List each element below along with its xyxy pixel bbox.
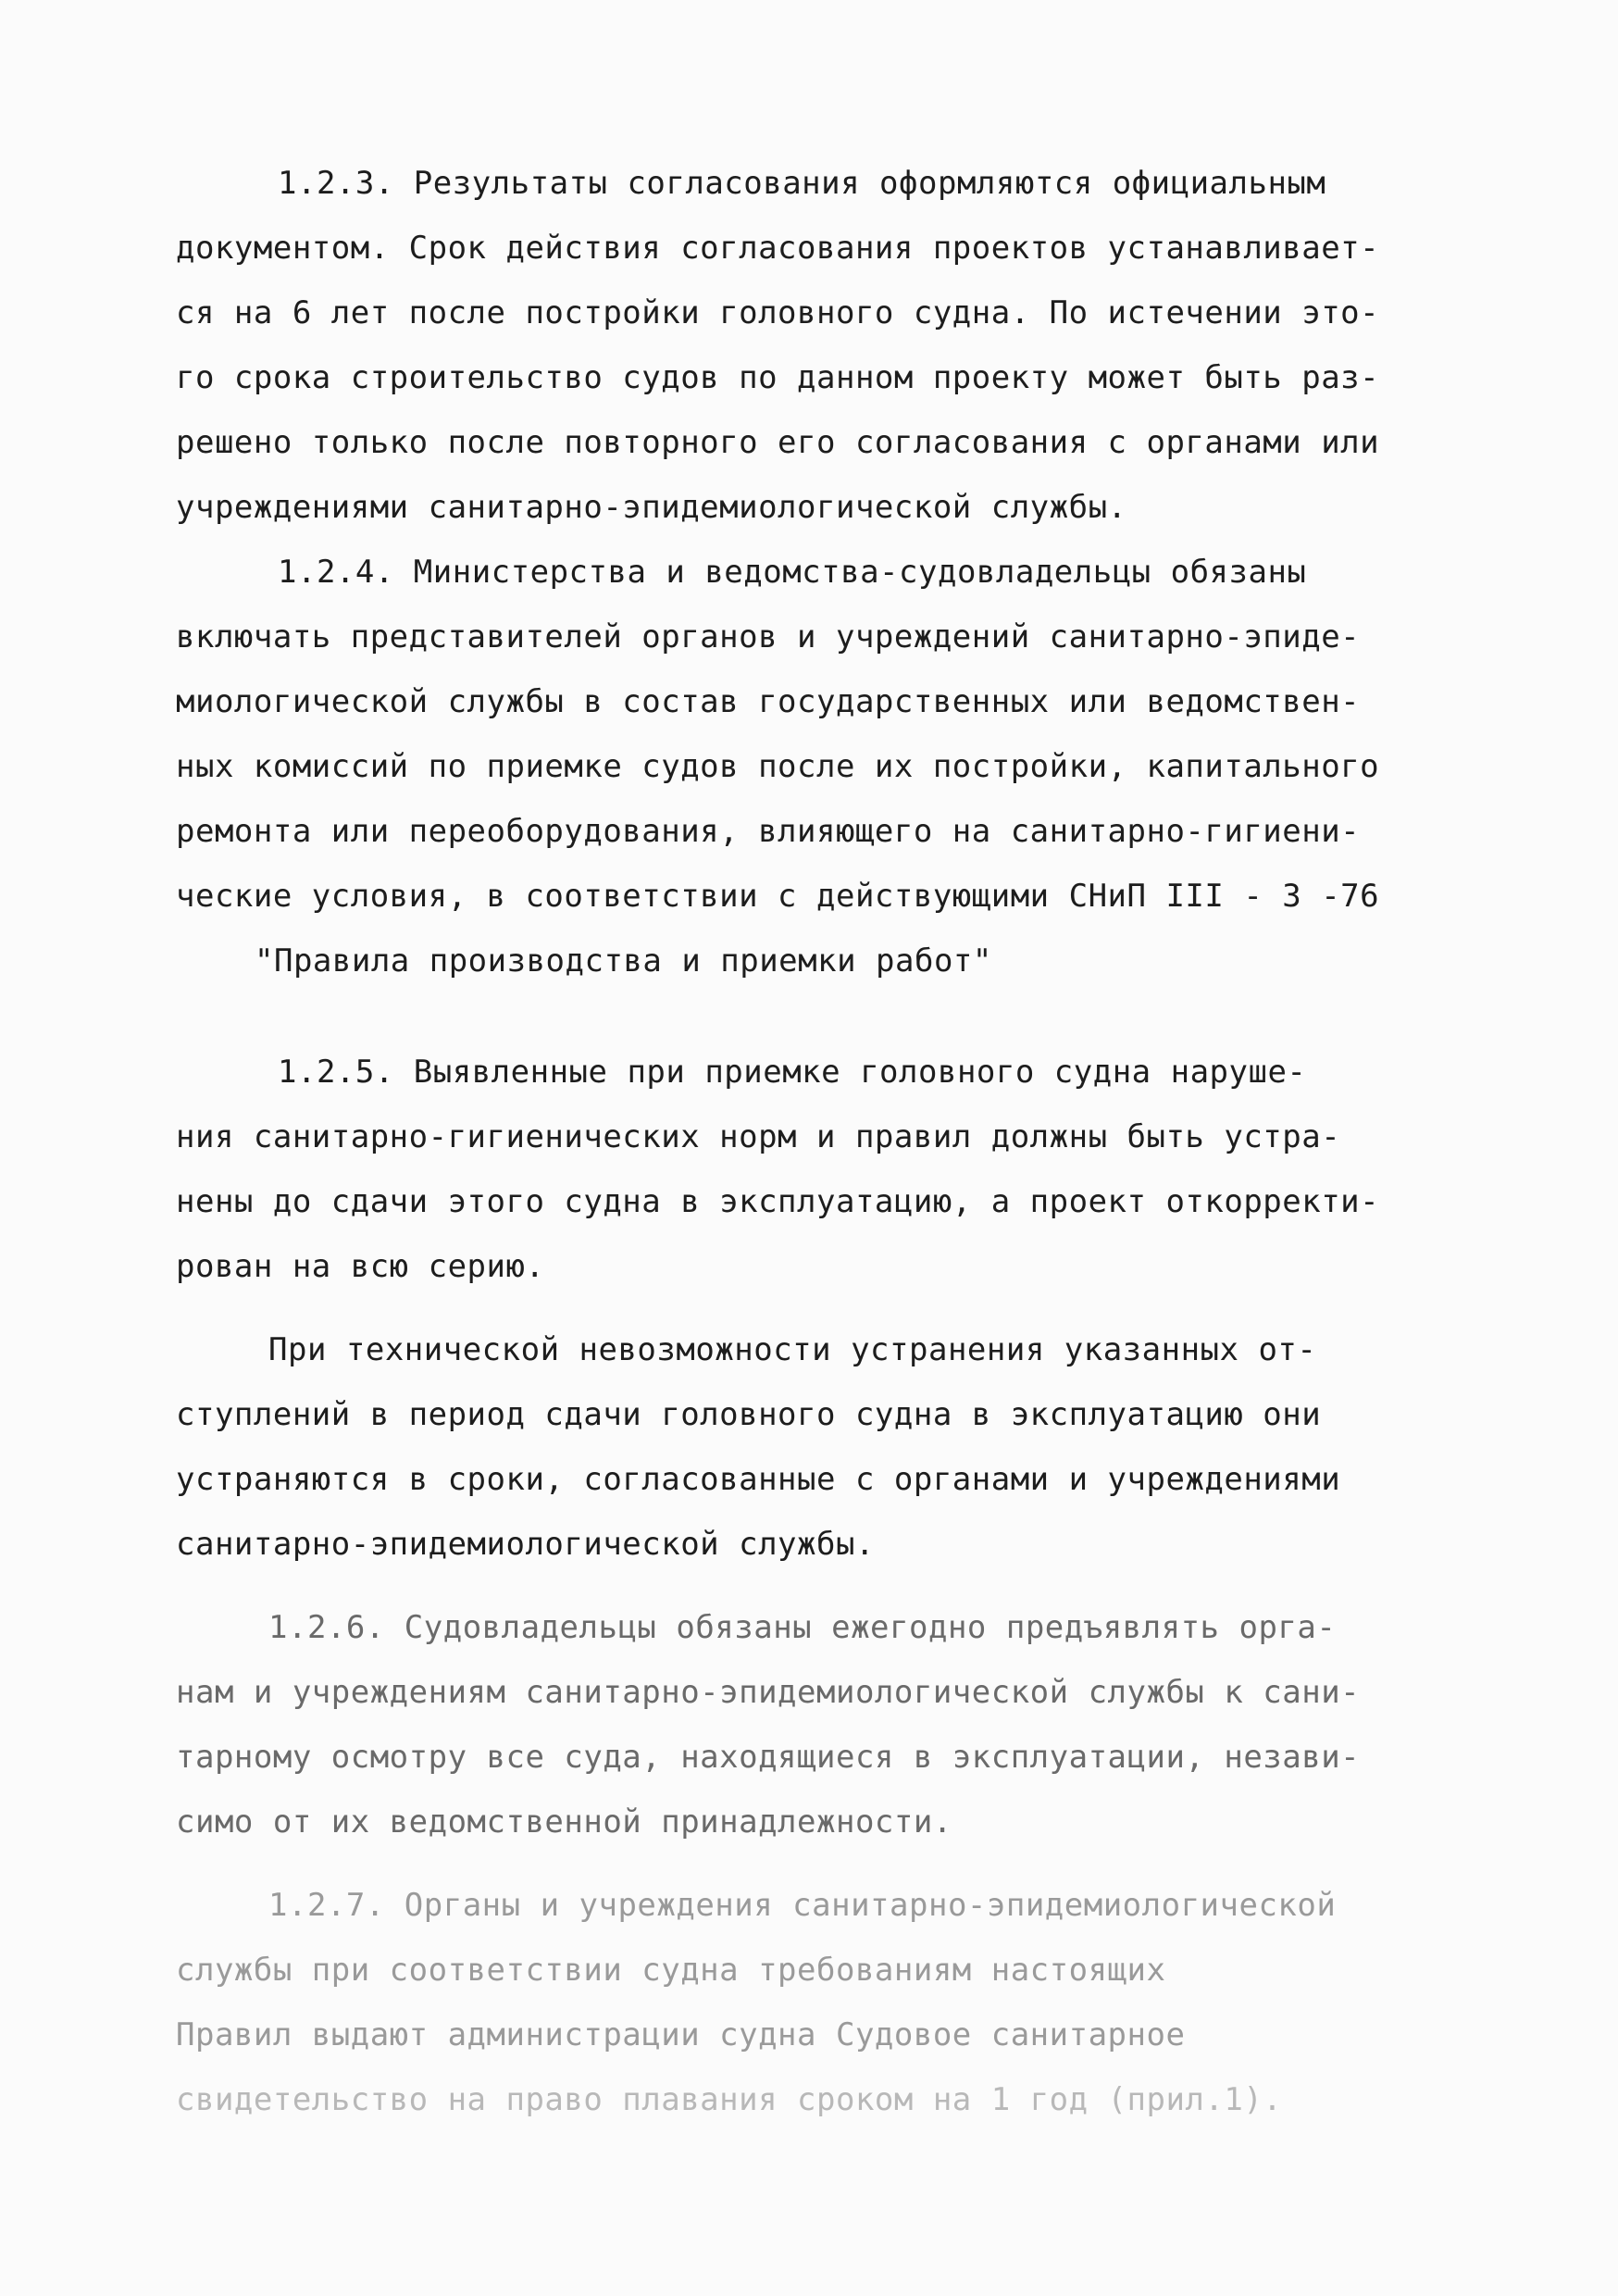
p5-line-4: симо от их ведомственной принадлежности. [176,1803,952,1841]
p3-line-1: 1.2.5. Выявленные при приемке головного судна наруше- [278,1054,1307,1091]
p3-line-3: нены до сдачи этого судна в эксплуатацию, а проект откорректи- [176,1183,1380,1220]
p3-line-2: ния санитарно-гигиенических норм и правил должны быть устра- [176,1118,1341,1155]
p2-line-7: "Правила производства и приемки работ" [255,942,992,980]
p2-line-5: ремонта или переоборудования, влияющего на санитарно-гигиени- [176,813,1361,850]
p5-line-1: 1.2.6. Судовладельцы обязаны ежегодно предъявлять орга- [268,1609,1337,1646]
p3-line-4: рован на всю серию. [176,1248,545,1285]
p6-line-3: Правил выдают администрации судна Судовое санитарное [176,2016,1186,2053]
p1-line-5: решено только после повторного его согласования с органами или [176,424,1380,461]
p2-line-3: миологической службы в состав государственных или ведомствен- [176,683,1361,720]
p6-line-1: 1.2.7. Органы и учреждения санитарно-эпидемиологической [268,1887,1337,1924]
p6-line-4: свидетельство на право плавания сроком на 1 год (прил.1). [176,2081,1283,2118]
p4-line-1: При технической невозможности устранения указанных от- [268,1331,1317,1368]
p5-line-2: нам и учреждениям санитарно-эпидемиологической службы к сани- [176,1674,1361,1711]
p2-line-6: ческие условия, в соответствии с действующими СНиП III - 3 -76 [176,878,1380,915]
p5-line-3: тарному осмотру все суда, находящиеся в эксплуатации, незави- [176,1739,1361,1776]
p4-line-2: ступлений в период сдачи головного судна в эксплуатацию они [176,1396,1322,1433]
p1-line-1: 1.2.3. Результаты согласования оформляются официальным [278,165,1326,202]
p2-line-1: 1.2.4. Министерства и ведомства-судовладельцы обязаны [278,554,1307,591]
p6-line-2: службы при соответствии судна требованиям настоящих [176,1952,1166,1989]
p1-line-2: документом. Срок действия согласования проектов устанавливает- [176,230,1380,267]
p4-line-4: санитарно-эпидемиологической службы. [176,1526,875,1563]
p1-line-6: учреждениями санитарно-эпидемиологической службы. [176,489,1127,526]
p2-line-4: ных комиссий по приемке судов после их постройки, капитального [176,748,1380,785]
p4-line-3: устраняются в сроки, согласованные с органами и учреждениями [176,1461,1341,1498]
p1-line-3: ся на 6 лет после постройки головного судна. По истечении это- [176,294,1380,331]
p2-line-2: включать представителей органов и учреждений санитарно-эпиде- [176,618,1361,655]
p1-line-4: го срока строительство судов по данном проекту может быть раз- [176,359,1380,396]
